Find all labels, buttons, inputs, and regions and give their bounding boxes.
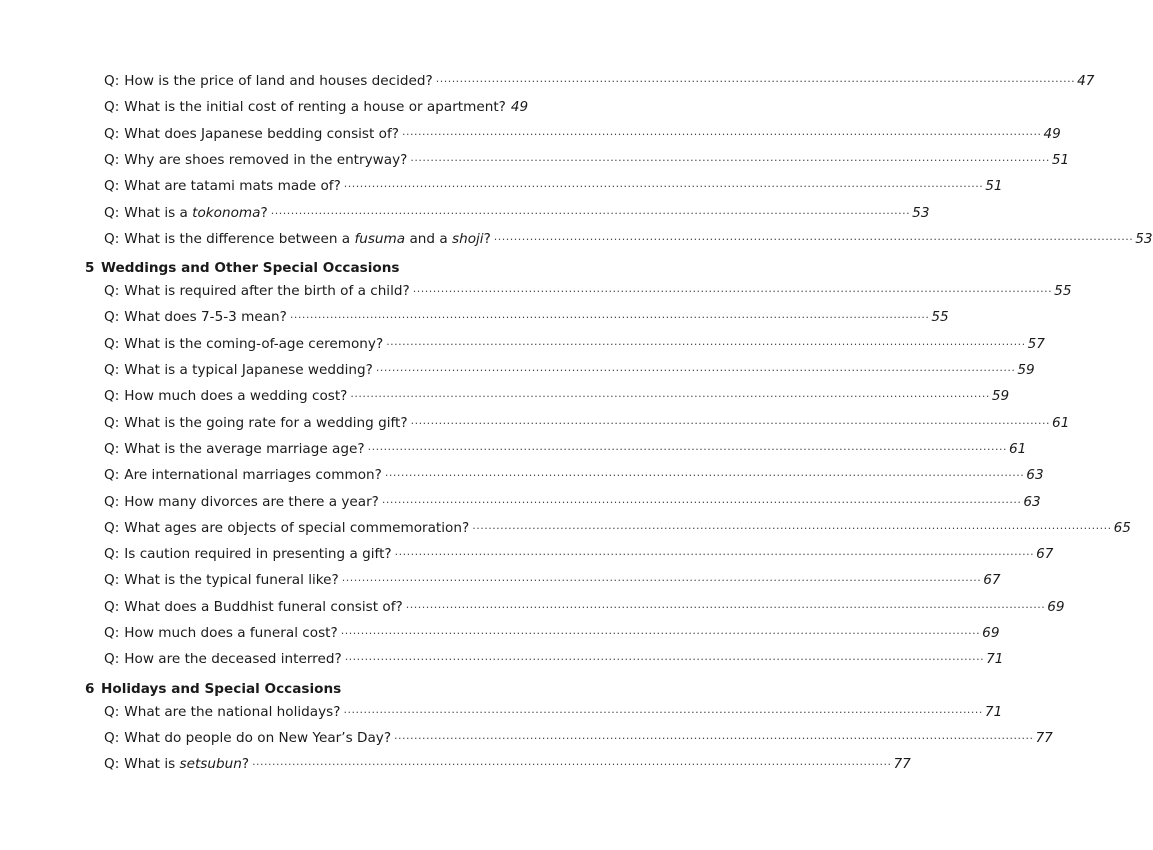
question-marker: Q: <box>104 440 120 457</box>
question-text-part: What is a typical Japanese wedding? <box>124 362 373 378</box>
toc-entry[interactable] <box>104 174 1003 198</box>
question-text <box>124 95 506 119</box>
question-text-part: What does 7-5-3 mean? <box>124 309 287 326</box>
question-text <box>124 279 409 303</box>
dot-leader: ································································································································································ <box>493 232 1134 246</box>
page-number: 71 <box>984 703 1003 720</box>
page-number: 55 <box>931 309 949 326</box>
dot-leader: ································································································································································ <box>340 627 981 640</box>
toc-entry[interactable] <box>104 279 1072 303</box>
page-number: 57 <box>1027 335 1045 352</box>
question-text-part: What is required after the birth of a child? <box>124 283 410 300</box>
question-marker: Q: <box>104 519 120 536</box>
question-text <box>124 332 383 356</box>
question-text <box>124 752 249 776</box>
question-text-part: What is the initial cost of renting a house or apartment? <box>124 99 506 116</box>
question-marker: Q: <box>104 335 120 352</box>
question-text <box>124 437 364 461</box>
page-number: 51 <box>985 178 1003 195</box>
question-text-part: What is the typical funeral like? <box>124 572 339 589</box>
toc-entry[interactable] <box>104 358 1035 382</box>
question-text <box>124 700 340 724</box>
page-number: 53 <box>912 204 930 221</box>
dot-leader: ································································································································································ <box>472 521 1112 535</box>
toc-entry[interactable] <box>104 95 529 119</box>
page-number: 47 <box>1077 73 1095 89</box>
dot-leader: ································································································································································ <box>344 653 985 667</box>
dot-leader: ································································································································································ <box>394 731 1034 745</box>
question-text-part: What does a Buddhist funeral consist of? <box>124 598 403 615</box>
question-text <box>124 148 407 172</box>
page-number: 69 <box>982 625 1000 641</box>
question-marker: Q: <box>104 230 120 247</box>
question-text <box>124 201 267 225</box>
toc-entry[interactable] <box>104 568 1001 592</box>
page-number: 61 <box>1009 440 1027 457</box>
section-title: Weddings and Other Special Occasions <box>101 260 400 277</box>
dot-leader: ································································································································································ <box>367 442 1008 456</box>
page-number: 59 <box>1017 362 1035 378</box>
dot-leader: ································································································································································ <box>252 758 892 772</box>
section-number: 6 <box>85 680 95 697</box>
page-number: 77 <box>893 756 911 773</box>
question-text-part: What is <box>124 756 180 773</box>
question-text-part: How many divorces are there a year? <box>124 493 379 510</box>
page-number: 59 <box>991 388 1010 405</box>
dot-leader: ································································································································································ <box>270 206 911 220</box>
question-marker: Q: <box>104 309 120 326</box>
question-text <box>124 516 469 540</box>
question-marker: Q: <box>104 651 120 668</box>
toc-entry[interactable] <box>104 227 1153 251</box>
toc-entry[interactable] <box>104 463 1044 487</box>
question-text <box>124 463 382 487</box>
section-heading <box>85 256 400 280</box>
dot-leader: ································································································································································ <box>384 469 1025 483</box>
page-number: 63 <box>1026 467 1044 484</box>
dot-leader: ································································································································································ <box>405 600 1046 614</box>
page-number: 55 <box>1054 283 1072 300</box>
question-text <box>124 647 341 671</box>
dot-leader: ································································································································································ <box>401 127 1042 141</box>
dot-leader: ································································································································································ <box>289 311 930 325</box>
question-text <box>124 122 399 146</box>
question-text-part: How is the price of land and houses decided? <box>124 73 433 89</box>
dot-leader: ································································································································································ <box>343 180 984 194</box>
toc-entry[interactable] <box>104 542 1054 566</box>
question-text <box>124 358 373 382</box>
toc-entry[interactable] <box>104 148 1070 172</box>
question-marker: Q: <box>104 414 120 431</box>
question-marker: Q: <box>104 729 120 746</box>
question-text <box>124 621 337 645</box>
question-marker: Q: <box>104 204 120 221</box>
page-number: 49 <box>1043 125 1061 142</box>
question-text-part: What does Japanese bedding consist of? <box>124 125 399 142</box>
dot-leader: ································································································································································ <box>410 153 1050 167</box>
toc-entry[interactable] <box>104 490 1041 514</box>
toc-entry[interactable] <box>104 69 1095 93</box>
question-text-italic: shoji <box>452 230 484 247</box>
section-title: Holidays and Special Occasions <box>101 680 342 697</box>
toc-entry[interactable] <box>104 516 1131 540</box>
question-text-part: What ages are objects of special commemoration? <box>124 519 470 536</box>
toc-entry[interactable] <box>104 752 911 776</box>
question-text-part: ? <box>241 756 250 773</box>
question-text-part: How much does a funeral cost? <box>124 625 338 641</box>
question-text <box>124 490 379 514</box>
question-text-part: Why are shoes removed in the entryway? <box>124 151 408 168</box>
page-number: 51 <box>1051 151 1070 168</box>
question-text <box>124 305 287 329</box>
question-text <box>124 726 391 750</box>
question-text <box>124 69 432 93</box>
question-text <box>124 542 391 566</box>
toc-entry[interactable] <box>104 332 1045 356</box>
question-text-part: What is a <box>124 204 193 221</box>
question-text-part: ? <box>260 204 268 221</box>
page-number: 65 <box>1113 519 1131 536</box>
dot-leader: ································································································································································ <box>386 337 1026 351</box>
question-text-part: What is the average marriage age? <box>124 440 365 457</box>
toc-entry[interactable] <box>104 384 1010 408</box>
question-marker: Q: <box>104 467 120 484</box>
dot-leader: ································································································································································ <box>412 285 1053 299</box>
question-text <box>124 411 407 435</box>
question-text <box>124 595 402 619</box>
question-marker: Q: <box>104 178 120 195</box>
question-marker: Q: <box>104 283 120 300</box>
question-marker: Q: <box>104 388 120 405</box>
question-text-part: ? <box>483 230 491 247</box>
section-heading <box>85 677 341 701</box>
toc-entry[interactable] <box>104 305 949 329</box>
question-marker: Q: <box>104 572 120 589</box>
question-marker: Q: <box>104 598 120 615</box>
dot-leader: ································································································································································ <box>341 574 982 588</box>
question-text-italic: fusuma <box>354 230 406 247</box>
toc-entry[interactable] <box>104 201 930 225</box>
question-text-part: What is the going rate for a wedding gift? <box>124 414 408 431</box>
question-marker: Q: <box>104 625 120 641</box>
dot-leader: ································································································································································ <box>350 390 990 404</box>
question-marker: Q: <box>104 756 120 773</box>
question-text <box>124 227 491 251</box>
toc-entry[interactable] <box>104 437 1027 461</box>
page-number: 69 <box>1047 598 1065 615</box>
question-text-part: Is caution required in presenting a gift? <box>124 546 392 563</box>
question-text <box>124 568 338 592</box>
question-text-part: and a <box>405 230 452 247</box>
question-marker: Q: <box>104 493 120 510</box>
dot-leader: ································································································································································ <box>410 416 1051 430</box>
dot-leader: ································································································································································ <box>343 705 983 719</box>
dot-leader: ································································································································································ <box>381 495 1022 509</box>
toc-entry[interactable] <box>104 726 1053 750</box>
page-number: 71 <box>986 651 1004 668</box>
section-number: 5 <box>85 260 95 277</box>
page-number: 49 <box>510 99 529 116</box>
question-marker: Q: <box>104 99 120 116</box>
question-text-italic: setsubun <box>179 756 242 773</box>
page-number: 61 <box>1052 414 1070 431</box>
toc-entry[interactable] <box>104 700 1003 724</box>
dot-leader: ································································································································································ <box>394 548 1035 562</box>
toc-entry[interactable] <box>104 621 1000 645</box>
question-text <box>124 174 341 198</box>
question-marker: Q: <box>104 73 120 89</box>
page-number: 53 <box>1135 230 1153 247</box>
question-text-part: What do people do on New Year’s Day? <box>124 729 392 746</box>
dot-leader: ································································································································································ <box>435 75 1076 88</box>
toc-entry[interactable] <box>104 122 1061 146</box>
question-text-part: How are the deceased interred? <box>124 651 342 668</box>
question-marker: Q: <box>104 703 120 720</box>
question-text-part: Are international marriages common? <box>124 467 382 484</box>
question-marker: Q: <box>104 151 120 168</box>
question-text-part: How much does a wedding cost? <box>124 388 348 405</box>
question-text-italic: tokonoma <box>192 204 261 221</box>
toc-entry[interactable] <box>104 647 1004 671</box>
toc-entry[interactable] <box>104 411 1070 435</box>
question-text-part: What is the coming-of-age ceremony? <box>124 335 384 352</box>
page-number: 77 <box>1035 729 1053 746</box>
question-text-part: What are tatami mats made of? <box>124 178 341 195</box>
question-marker: Q: <box>104 125 120 142</box>
page-number: 67 <box>983 572 1001 589</box>
question-marker: Q: <box>104 362 120 378</box>
dot-leader: ································································································································································ <box>375 364 1016 377</box>
page-number: 63 <box>1023 493 1041 510</box>
question-text <box>124 384 347 408</box>
question-marker: Q: <box>104 546 120 563</box>
toc-entry[interactable] <box>104 595 1065 619</box>
question-text-part: What is the difference between a <box>124 230 355 247</box>
page-number: 67 <box>1036 546 1054 563</box>
question-text-part: What are the national holidays? <box>124 703 341 720</box>
